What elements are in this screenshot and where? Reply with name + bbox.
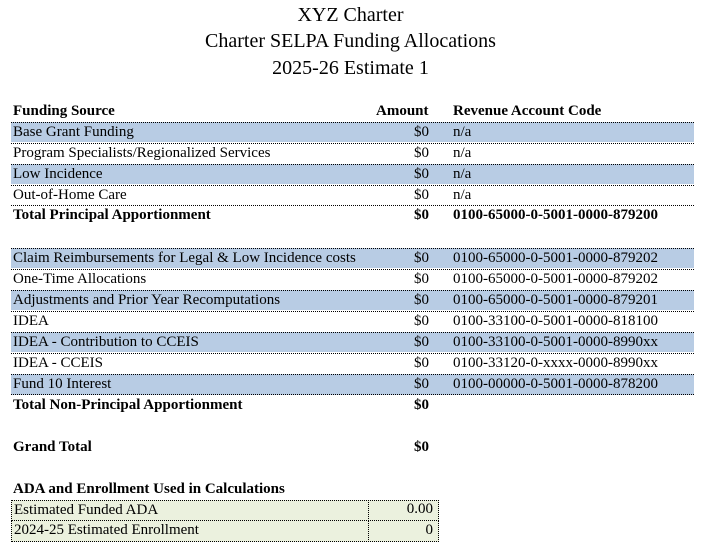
- amount-cell: $0: [414, 166, 429, 182]
- code-cell: 0100-33100-0-5001-0000-8990xx: [453, 334, 658, 350]
- amount-cell: $0: [414, 145, 429, 161]
- org-title: XYZ Charter: [297, 4, 404, 26]
- code-cell: n/a: [453, 124, 472, 140]
- code-cell: 0100-65000-0-5001-0000-879202: [453, 250, 658, 266]
- table-row: [11, 122, 694, 142]
- code-cell: n/a: [453, 145, 472, 161]
- funding-source-header: Funding Source: [13, 103, 115, 119]
- report-title: Charter SELPA Funding Allocations: [205, 30, 496, 52]
- source-cell: One-Time Allocations: [13, 271, 147, 287]
- table-row: [11, 164, 694, 184]
- source-cell: IDEA - CCEIS: [13, 355, 103, 371]
- grand-total-row: [11, 438, 694, 458]
- nonprincipal-total-row: [11, 396, 694, 416]
- table-row: [11, 332, 694, 352]
- code-cell: 0100-33120-0-xxxx-0000-8990xx: [453, 355, 658, 371]
- code-cell: 0100-33100-0-5001-0000-818100: [453, 313, 658, 329]
- ada-row-enrollment: [11, 521, 439, 542]
- ada-value[interactable]: 0.00: [368, 500, 439, 521]
- enrollment-label: 2024-25 Estimated Enrollment: [14, 522, 199, 538]
- principal-total-row: [11, 206, 694, 226]
- amount-header: Amount: [376, 103, 429, 119]
- table-row: [11, 374, 694, 395]
- grand-total-label: Grand Total: [13, 439, 92, 455]
- total-label: Total Non-Principal Apportionment: [13, 397, 243, 413]
- ada-label: Estimated Funded ADA: [14, 502, 159, 518]
- amount-cell: $0: [414, 271, 429, 287]
- ada-row-funded: [11, 500, 439, 521]
- source-cell: IDEA - Contribution to CCEIS: [13, 334, 199, 350]
- source-cell: IDEA: [13, 313, 49, 329]
- table-row: [11, 311, 694, 331]
- code-cell: n/a: [453, 166, 472, 182]
- total-amount: $0: [414, 207, 429, 223]
- table-row: [11, 248, 694, 268]
- source-cell: Low Incidence: [13, 166, 103, 182]
- amount-cell: $0: [414, 124, 429, 140]
- amount-cell: $0: [414, 250, 429, 266]
- table-row: [11, 269, 694, 289]
- table-row: [11, 143, 694, 163]
- amount-cell: $0: [414, 334, 429, 350]
- amount-cell: $0: [414, 376, 429, 392]
- source-cell: Program Specialists/Regionalized Services: [13, 145, 271, 161]
- code-cell: 0100-00000-0-5001-0000-878200: [453, 376, 658, 392]
- total-code: 0100-65000-0-5001-0000-879200: [453, 207, 658, 223]
- code-cell: 0100-65000-0-5001-0000-879201: [453, 292, 658, 308]
- period-title: 2025-26 Estimate 1: [272, 57, 429, 79]
- revenue-code-header: Revenue Account Code: [453, 103, 602, 119]
- source-cell: Adjustments and Prior Year Recomputations: [13, 292, 281, 308]
- code-cell: 0100-65000-0-5001-0000-879202: [453, 271, 658, 287]
- source-cell: Claim Reimbursements for Legal & Low Incidence costs: [13, 250, 356, 266]
- table-row: [11, 290, 694, 310]
- amount-cell: $0: [414, 187, 429, 203]
- amount-cell: $0: [414, 292, 429, 308]
- table-row: [11, 185, 694, 206]
- ada-heading: ADA and Enrollment Used in Calculations: [13, 481, 285, 497]
- amount-cell: $0: [414, 355, 429, 371]
- enrollment-value[interactable]: 0: [368, 521, 439, 542]
- source-cell: Out-of-Home Care: [13, 187, 127, 203]
- code-cell: n/a: [453, 187, 472, 203]
- total-label: Total Principal Apportionment: [13, 207, 211, 223]
- grand-total-amount: $0: [414, 439, 429, 455]
- source-cell: Base Grant Funding: [13, 124, 134, 140]
- table-row: [11, 353, 694, 373]
- total-amount: $0: [414, 397, 429, 413]
- source-cell: Fund 10 Interest: [13, 376, 112, 392]
- amount-cell: $0: [414, 313, 429, 329]
